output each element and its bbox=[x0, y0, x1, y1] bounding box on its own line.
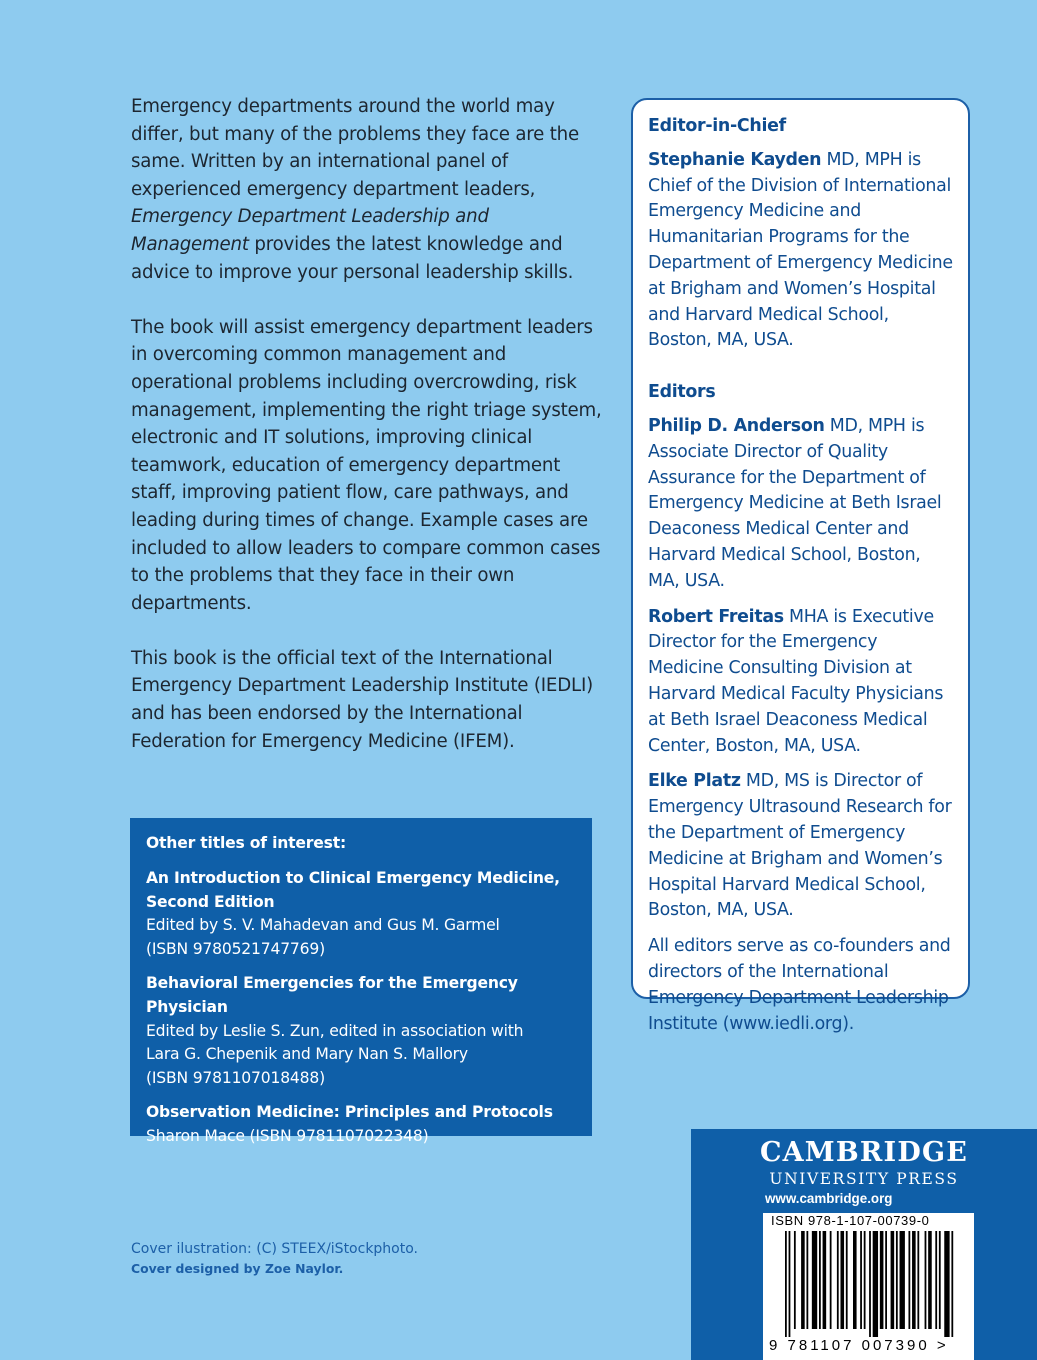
barcode-bar bbox=[794, 1231, 796, 1329]
editor-name: Philip D. Anderson bbox=[648, 415, 825, 436]
barcode-bar bbox=[951, 1231, 953, 1337]
editor-name: Stephanie Kayden bbox=[648, 149, 822, 170]
barcode-bar bbox=[830, 1231, 832, 1329]
barcode-bar bbox=[823, 1231, 827, 1329]
barcode-bar bbox=[789, 1231, 791, 1337]
barcode-bar bbox=[900, 1231, 905, 1329]
barcode-bar bbox=[785, 1231, 787, 1337]
editor-bio: Elke Platz MD, MS is Director of Emergency Ultrasound Research for the Department of Emergency Medicine at Brigham and Women’s Hospital Harvard Medical School, Boston, MA, USA. bbox=[648, 771, 952, 921]
editor-name: Elke Platz bbox=[648, 771, 741, 792]
blurb-paragraph-3: This book is the official text of the International Emergency Department Leadership Institute (IEDLI) and has been endorsed by the International Federation for Emergency Medicine (IFEM). bbox=[131, 647, 594, 752]
barcode-bar bbox=[917, 1231, 919, 1329]
barcode-bar bbox=[873, 1231, 878, 1337]
barcode-bar bbox=[806, 1231, 808, 1329]
editor-bio: Philip D. Anderson MD, MPH is Associate Director of Quality Assurance for the Department of Emergency Medicine at Beth Israel Deaconess Medical Center and Harvard Medical School, Boston, MA, USA. bbox=[648, 415, 942, 591]
barcode-bar bbox=[837, 1231, 839, 1329]
isbn-label: ISBN 978-1-107-00739-0 bbox=[771, 1213, 930, 1228]
publisher-logo-sub: UNIVERSITY PRESS bbox=[769, 1170, 959, 1188]
editor-in-chief-bio: Stephanie Kayden MD, MPH is Chief of the Division of International Emergency Medicine and Humanitarian Programs for the Department of Emergency Medicine at Brigham and Women’s Hospital and Harvard Medical School, Boston, MA, USA. bbox=[648, 149, 953, 351]
barcode-bar bbox=[801, 1231, 805, 1329]
barcode-bar bbox=[935, 1231, 937, 1329]
other-title-item: An Introduction to Clinical Emergency Medicine, Second Edition Edited by S. V. Mahadevan and Gus M. Garmel (ISBN 9780521747769) bbox=[146, 868, 560, 959]
barcode-bar bbox=[819, 1231, 821, 1329]
cover-credits bbox=[131, 1240, 418, 1278]
editor-bio: Robert Freitas MHA is Executive Director for the Emergency Medicine Consulting Division at Harvard Medical Faculty Physicians at Beth Israel Deaconess Medical Center, Boston, MA, USA. bbox=[648, 606, 944, 756]
other-titles-panel bbox=[130, 818, 592, 1145]
barcode-bar bbox=[908, 1231, 910, 1329]
design-credit: Cover designed by Zoe Naylor. bbox=[131, 1261, 344, 1276]
barcode-bar bbox=[885, 1231, 887, 1329]
barcode-bar bbox=[860, 1231, 862, 1329]
book-title: Emergency Department Leadership and Management bbox=[131, 206, 489, 255]
other-title-item: Behavioral Emergencies for the Emergency Physician Edited by Leslie S. Zun, edited in association with Lara G. Chepenik and Mary Nan S. Mallory (ISBN 9781107018488) bbox=[146, 973, 524, 1088]
barcode-bar bbox=[944, 1231, 949, 1337]
publisher-url: www.cambridge.org bbox=[765, 1191, 893, 1206]
editor-name: Robert Freitas bbox=[648, 606, 784, 627]
blurb-paragraph-2: The book will assist emergency department leaders in overcoming common management and operational problems including overcrowding, risk management, implementing the right triage system, electronic and IT solutions, improving clinical teamwork, education of emergency department staff, improving patient flow, care pathways, and leading during times of change. Example cases are included to allow leaders to compare common cases to the problems that they face in their own departments. bbox=[131, 316, 602, 614]
blurb-paragraph-1: Emergency departments around the world may differ, but many of the problems they face are the same. Written by an international panel of experienced emergency department leaders, Emergency Department Leadership and Management provides the latest knowledge and advice to improve your personal leadership skills. bbox=[131, 96, 579, 283]
editor-in-chief-heading: Editor-in-Chief bbox=[648, 116, 786, 136]
barcode-bar bbox=[912, 1231, 916, 1329]
barcode-bar bbox=[840, 1231, 844, 1329]
barcode-bar bbox=[896, 1231, 898, 1329]
barcode-bar bbox=[869, 1231, 871, 1337]
barcode-bar bbox=[928, 1231, 932, 1329]
barcode-bar bbox=[846, 1231, 848, 1329]
editors-panel bbox=[631, 98, 970, 1034]
barcode-digits: 9 781107 007390 > bbox=[769, 1337, 949, 1354]
barcode-bar bbox=[891, 1231, 895, 1329]
barcode-panel bbox=[763, 1213, 974, 1360]
editors-closing-note: All editors serve as co-founders and directors of the International Emergency Department Leadership Institute (www.iedli.org). bbox=[648, 936, 951, 1034]
illustration-credit: Cover ilustration: (C) STEEX/iStockphoto. bbox=[131, 1241, 419, 1257]
barcode-bar bbox=[864, 1231, 866, 1329]
back-cover-blurb bbox=[131, 93, 609, 783]
barcode-bar bbox=[925, 1231, 927, 1329]
other-title-item: Observation Medicine: Principles and Protocols Sharon Mace (ISBN 9781107022348) bbox=[146, 1102, 553, 1145]
barcode-bar bbox=[812, 1231, 817, 1329]
barcode-bar bbox=[880, 1231, 884, 1329]
barcode-bar bbox=[853, 1231, 857, 1329]
editors-heading: Editors bbox=[648, 382, 716, 403]
publisher-logo-name: CAMBRIDGE bbox=[759, 1137, 969, 1168]
barcode-bar bbox=[939, 1231, 941, 1329]
barcode-icon bbox=[785, 1231, 955, 1337]
other-titles-heading: Other titles of interest: bbox=[146, 834, 347, 852]
